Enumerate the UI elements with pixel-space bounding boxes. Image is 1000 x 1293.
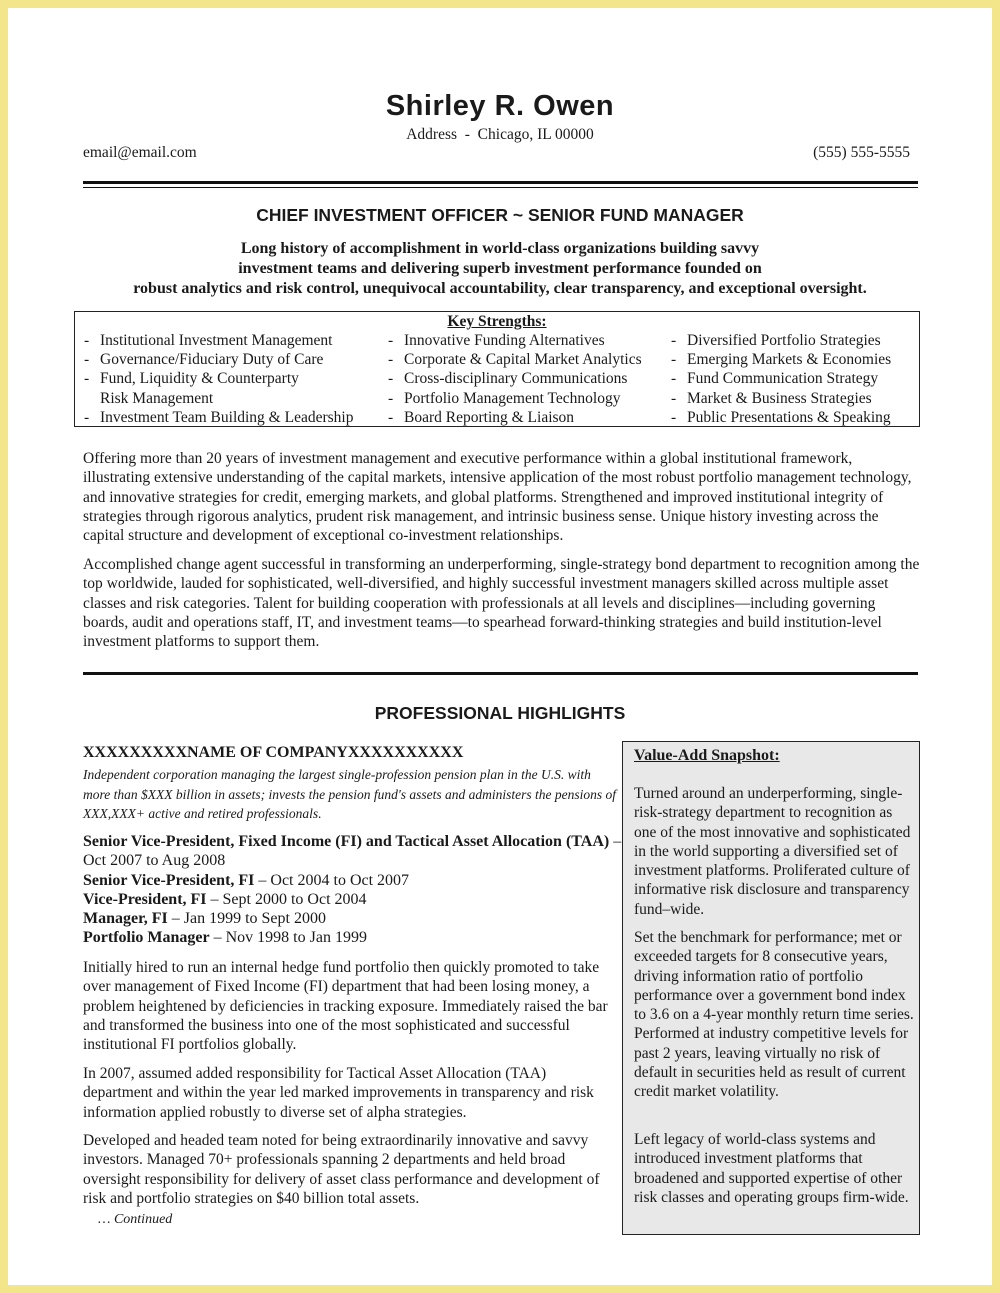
address-line: Address - Chicago, IL 00000 xyxy=(406,126,594,143)
role-dates: – Oct 2007 to Aug 2008 xyxy=(83,833,622,870)
role-dates: – Nov 1998 to Jan 1999 xyxy=(209,929,367,947)
role-entry xyxy=(83,832,623,871)
key-strengths-title: Key Strengths: xyxy=(447,313,547,330)
snapshot-paragraph: Left legacy of world-class systems and introduced investment platforms that broadened and supported expertise of other risk classes and operating groups firm-wide. xyxy=(634,1131,909,1206)
strength-item: - Portfolio Management Technology xyxy=(388,389,642,408)
role-dates: – Jan 1999 to Sept 2000 xyxy=(167,910,326,928)
experience-paragraph: Developed and headed team noted for being extraordinarily innovative and savvy investors. Managed 70+ professionals spanning 2 departments and held broad oversight responsibility for delivery of asset class performance and development of risk and portfolio strategies on $40 billion total assets. xyxy=(83,1132,600,1207)
headline: CHIEF INVESTMENT OFFICER ~ SENIOR FUND MANAGER xyxy=(256,205,744,225)
role-title: Vice-President, FI xyxy=(83,890,207,908)
role-title: Manager, FI xyxy=(83,910,168,928)
role-title: Senior Vice-President, FI xyxy=(83,871,255,889)
resume-page xyxy=(8,8,992,1285)
role-title: Portfolio Manager xyxy=(83,929,210,947)
company-name: XXXXXXXXXNAME OF COMPANYXXXXXXXXXX xyxy=(83,744,464,761)
tagline-line: Long history of accomplishment in world-class organizations building savvy xyxy=(240,240,760,257)
strength-item: - Emerging Markets & Economies xyxy=(671,350,891,369)
section-rule xyxy=(83,672,918,675)
experience-paragraph: Initially hired to run an internal hedge fund portfolio then quickly promoted to take over management of Fixed Income (FI) department that had been losing money, a problem heightened by deficiencies in tracking exposure. Immediately raised the bar and transformed the business into one of the most sophisticated and successful institutional FI portfolios globally. xyxy=(83,959,608,1054)
continued-note: … Continued xyxy=(98,1212,173,1227)
phone-text: (555) 555-5555 xyxy=(813,144,910,161)
section-title: PROFESSIONAL HIGHLIGHTS xyxy=(374,703,626,723)
role-title: Senior Vice-President, Fixed Income (FI) and Tactical Asset Allocation (TAA) xyxy=(83,833,610,850)
strength-item: - Market & Business Strategies xyxy=(671,389,891,408)
strength-item: - Institutional Investment Management xyxy=(84,331,353,350)
snapshot-paragraph: Turned around an underperforming, single-risk-strategy department to recognition as one of the most innovative and sophisticated in the world supporting a diversified set of investment platforms. Proliferated culture of informative risk disclosure and transparency fund–wide. xyxy=(634,785,911,918)
value-add-snapshot-box xyxy=(622,741,920,1235)
experience-paragraph: In 2007, assumed added responsibility for Tactical Asset Allocation (TAA) department and within the year led marked improvements in transparency and risk information applied robustly to diverse set of alpha strategies. xyxy=(83,1065,594,1121)
header-rule-thin xyxy=(83,187,918,188)
strength-item: - Fund, Liquidity & Counterparty xyxy=(84,369,353,388)
strength-item: - Diversified Portfolio Strategies xyxy=(671,331,891,350)
strengths-column-2 xyxy=(388,331,642,427)
strength-item: - Cross-disciplinary Communications xyxy=(388,369,642,388)
role-entry xyxy=(83,871,623,890)
strength-item: - Corporate & Capital Market Analytics xyxy=(388,350,642,369)
strength-item: - Fund Communication Strategy xyxy=(671,369,891,388)
role-entry xyxy=(83,928,623,947)
strengths-column-3 xyxy=(671,331,891,427)
tagline-line: robust analytics and risk control, unequivocal accountability, clear transparency, and exceptional oversight. xyxy=(133,280,867,297)
role-dates: – Sept 2000 to Oct 2004 xyxy=(206,890,367,908)
strength-item: - Governance/Fiduciary Duty of Care xyxy=(84,350,353,369)
roles-list xyxy=(83,832,623,948)
role-dates: – Oct 2004 to Oct 2007 xyxy=(254,871,410,889)
role-entry xyxy=(83,909,623,928)
tagline xyxy=(68,239,932,299)
strength-item: - Board Reporting & Liaison xyxy=(388,408,642,427)
snapshot-paragraph: Set the benchmark for performance; met or exceeded targets for 8 consecutive years, driving information ratio of portfolio performance over a government bond index to 3.6 on a 4-year monthly return time series. Performed at industry competitive levels for past 2 years, leaving virtually no risk of default in securities held as result of current credit market volatility. xyxy=(634,929,914,1101)
strengths-column-1 xyxy=(84,331,353,427)
strength-item: - Investment Team Building & Leadership xyxy=(84,408,353,427)
summary-paragraph: Accomplished change agent successful in transforming an underperforming, single-strategy bond department to recognition among the top worldwide, lauded for sophisticated, well-diversified, and highly successful investment managers skilled across multiple asset classes and risk categories. Talent for building cooperation with professionals at all levels and disciplines—including governing boards, audit and operations staff, IT, and investment teams—to spearhead forward-thinking strategies and build institution-level investment platforms to support them. xyxy=(83,556,920,651)
strength-item: - Public Presentations & Speaking xyxy=(671,408,891,427)
strength-item: Risk Management xyxy=(100,389,214,407)
company-description: Independent corporation managing the largest single-profession pension plan in the U.S. with more than $XXX billion in assets; invests the pension fund's assets and administers the pensions of XXX,XXX+ active and retired professionals. xyxy=(83,767,616,821)
summary-paragraph: Offering more than 20 years of investment management and executive performance within a global institutional framework, illustrating extensive understanding of the capital markets, intensive application of the most robust portfolio management technology, and innovative strategies for credit, emerging markets, and global platforms. Strengthened and improved institutional integrity of strategies through rigorous analytics, prudent risk management, and intrinsic business sense. Unique history investing across the capital structure and development of exceptional co-investment relationships. xyxy=(83,450,912,545)
candidate-name: Shirley R. Owen xyxy=(385,90,615,122)
tagline-line: investment teams and delivering superb investment performance founded on xyxy=(238,260,762,277)
header-rule-thick xyxy=(83,181,918,184)
strength-item: - Innovative Funding Alternatives xyxy=(388,331,642,350)
snapshot-title: Value-Add Snapshot: xyxy=(634,747,780,764)
email-text: email@email.com xyxy=(83,144,197,161)
key-strengths-box xyxy=(74,311,920,427)
role-entry xyxy=(83,890,623,909)
